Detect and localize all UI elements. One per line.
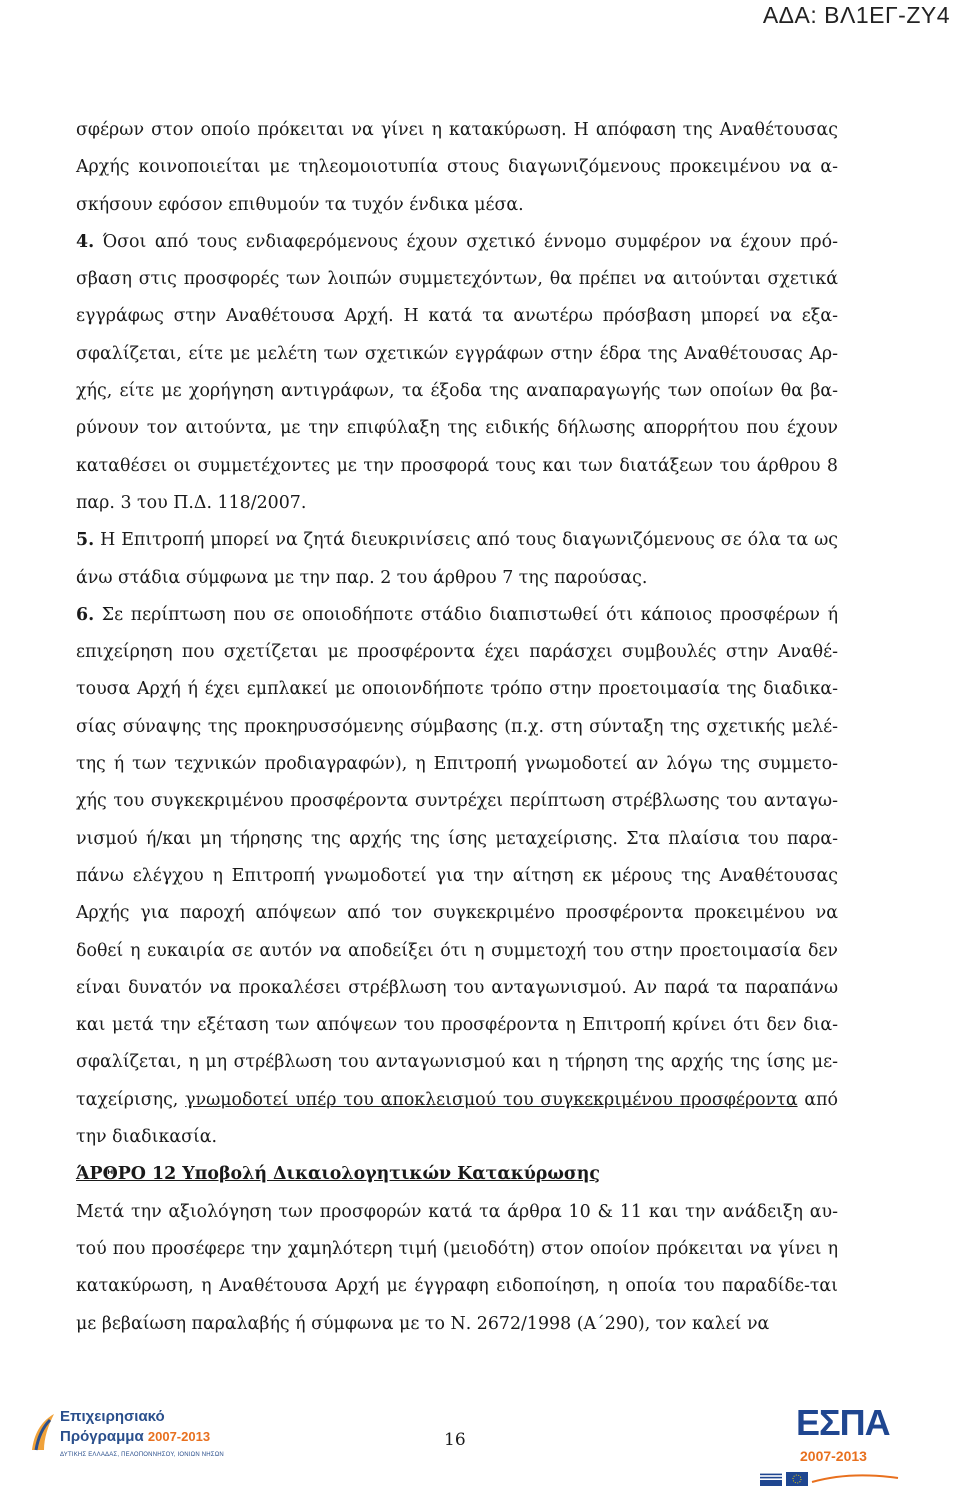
- logo-left-line3: ΔΥΤΙΚΗΣ ΕΛΛΑΔΑΣ, ΠΕΛΟΠΟΝΝΗΣΟΥ, ΙΟΝΙΩΝ ΝΗΣΩΝ: [60, 1452, 224, 1458]
- paragraph-article-12: Μετά την αξιολόγηση των προσφορών κατά τα άρθρα 10 & 11 και την ανάδειξη αυ-τού που προσέφερε την χαμηλότερη τιμή (μειοδότη) στον οποίον πρόκειται να γίνει η κατακύρωση, η Αναθέτουσα Αρχή με έγγραφη ειδοποίηση, η οποία του παραδίδε-ται με βεβαίωση παραλαβής ή σύμφωνα με το Ν. 2672/1998 (Α΄290), τον καλεί να: [76, 1201, 838, 1334]
- espa-logo: [760, 1402, 950, 1492]
- item-text: Σε περίπτωση που σε οποιοδήποτε στάδιο διαπιστωθεί ότι κάποιος προσφέρων ή επιχείρηση που σχετίζεται με προσφέροντα έχει παράσχει συμβουλές στην Αναθέ-τουσα Αρχή ή έχει εμπλακεί με οποιονδήποτε τρόπο στην προετοιμασία της διαδικα-σίας σύναψης της προκηρυσσόμενης σύμβασης (π.χ. στη σύνταξη της σχετικής μελέ-της ή των τεχνικών προδιαγραφών), η Επιτροπή γνωμοδοτεί αν λόγω της συμμετο-χής του συγκεκριμένου προσφέροντα συντρέχει περίπτωση στρέβλωσης του ανταγω-νισμού ή/και μη τήρησης της αρχής της ίσης μεταχείρισης. Στα πλαίσια του παρα-πάνω ελέγχου η Επιτροπή γνωμοδοτεί για την αίτηση εκ μέρους της Αναθέτουσας Αρχής για παροχή απόψεων από τον συγκεκριμένο προσφέροντα προκειμένου να δοθεί η ευκαιρία σε αυτόν να αποδείξει ότι η συμμετοχή του στην προετοιμασία δεν είναι δυνατόν να προκαλέσει στρέβλωση του ανταγωνισμού. Αν παρά τα παραπάνω και μετά την εξέταση των απόψεων του προσφέροντα η Επιτροπή κρίνει ότι δεν δια-σφαλίζεται, η μη στρέβλωση του ανταγωνισμού και η τήρηση της αρχής της ίσης με-ταχείρισης,: [76, 604, 838, 1110]
- paragraph-item-4: [76, 224, 838, 522]
- item-text: Όσοι από τους ενδιαφερόμενους έχουν σχετικό έννομο συμφέρον να έχουν πρό-σβαση στις προσφορές των λοιπών συμμετεχόντων, θα πρέπει να αιτούνται σχετικά εγγράφως στην Αναθέτουσα Αρχή. Η κατά τα ανωτέρω πρόσβαση μπορεί να εξα-σφαλίζεται, είτε με μελέτη των σχετικών εγγράφων στην έδρα της Αναθέτουσας Αρ-χής, είτε με χορήγηση αντιγράφων, τα έξοδα της αναπαραγωγής των οποίων θα βα-ρύνουν τον αιτούντα, με την επιφύλαξη της ειδικής δήλωσης απορρήτου που έχουν καταθέσει οι συμμετέχοντες με την προσφορά τους και των διατάξεων του άρθρου 8 παρ. 3 του Π.Δ. 118/2007.: [76, 231, 838, 513]
- logo-left-line1: Επιχειρησιακό: [60, 1408, 165, 1425]
- ada-code: ΑΔΑ: ΒΛ1ΕΓ-ΖΥ4: [762, 2, 950, 28]
- paragraph-item-5: [76, 522, 838, 597]
- underlined-text: γνωμοδοτεί υπέρ του αποκλεισμού του συγκεκριμένου προσφέροντα: [185, 1089, 798, 1110]
- paragraph-1: σφέρων στον οποίο πρόκειται να γίνει η κατακύρωση. Η απόφαση της Αναθέτουσας Αρχής κοινοποιείται με τηλεομοιοτυπία στους διαγωνιζόμενους προκειμένου να α-σκήσουν εφόσον επιθυμούν τα τυχόν ένδικα μέσα.: [76, 120, 838, 215]
- item-number: 6.: [76, 604, 95, 625]
- paragraph-item-6: [76, 597, 838, 1156]
- logo-left-years: 2007-2013: [147, 1429, 211, 1444]
- item-number: 5.: [76, 530, 95, 551]
- article-heading: ΆΡΘΡΟ 12 Υποβολή Δικαιολογητικών Κατακύρωσης: [76, 1164, 600, 1185]
- logo-left-line2: Πρόγραμμα 2007-2013: [60, 1428, 211, 1445]
- espa-title: ΕΣΠΑ: [796, 1402, 890, 1443]
- document-body: [76, 112, 838, 1343]
- item-tail: από την διαδικασία.: [76, 1089, 838, 1148]
- item-text: Η Επιτροπή μπορεί να ζητά διευκρινίσεις από τους διαγωνιζόμενους σε όλα τα ως άνω στάδια σύμφωνα με την παρ. 2 του άρθρου 7 της παρούσας.: [76, 530, 838, 588]
- page-footer: [0, 1372, 960, 1498]
- item-number: 4.: [76, 231, 95, 252]
- espa-years: 2007-2013: [800, 1448, 867, 1464]
- page-number: 16: [444, 1430, 466, 1450]
- program-logo: [30, 1404, 230, 1476]
- flag-icon: [30, 1410, 56, 1454]
- eu-greek-flags-icon: [760, 1470, 900, 1488]
